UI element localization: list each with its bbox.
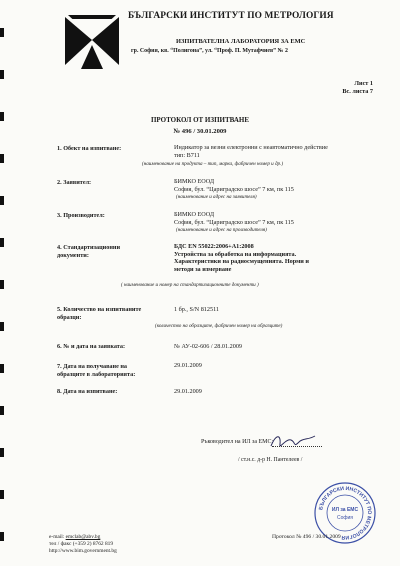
note-applicant: (наименование и адрес на заявителя)	[176, 194, 257, 200]
bim-logo	[63, 13, 121, 71]
stamp-ring-text: БЪЛГАРСКИ ИНСТИТУТ ПО МЕТРОЛОГИЯ	[318, 485, 373, 541]
handwritten-signature	[268, 430, 318, 452]
quantity-label-line2: образци:	[57, 314, 82, 321]
field-label-quantity	[57, 306, 141, 322]
field-value-test-date: 29.01.2009	[174, 388, 202, 395]
field-value-applicant	[174, 178, 294, 193]
footer-phone: тел / факс (+359 2) 8762 819	[49, 541, 114, 548]
applicant-address: София, бул. “Цариградско шосе” 7 км, пк 115	[174, 185, 294, 193]
punch-mark	[0, 196, 4, 205]
email-link[interactable]: emclab@abv.bg	[65, 534, 101, 540]
protocol-number: № 496 / 30.01.2009	[173, 128, 227, 135]
signer-name: / ст.н.с. д-р Н. Пантелеев /	[238, 457, 303, 463]
punch-mark	[0, 280, 4, 289]
signature-role: Ръководител на ИЛ за ЕМС:	[201, 439, 274, 445]
object-name: Индикатор за везни електронни с неавтоматично действие	[174, 144, 328, 151]
stamp-city-text: София	[336, 515, 354, 521]
punch-mark	[0, 154, 4, 163]
field-value-manufacturer	[174, 211, 294, 226]
punch-mark	[0, 532, 4, 541]
field-value-object	[174, 144, 328, 159]
note-manufacturer: (наименование и адрес на производителя)	[176, 227, 267, 233]
received-label-line1: 7. Дата на получаване на	[57, 363, 128, 370]
field-label-applicant: 2. Заявител:	[57, 179, 92, 186]
sheet-info	[342, 80, 373, 96]
field-value-received: 29.01.2009	[174, 362, 202, 369]
punch-mark	[0, 238, 4, 247]
note-standards: ( наименование и номер на стандартизационните документи )	[121, 282, 259, 288]
field-label-request: 6. № и дата на заявката:	[57, 343, 126, 350]
field-label-object: 1. Обект на изпитване:	[57, 145, 122, 152]
footer-contacts	[49, 534, 117, 556]
punch-mark	[0, 322, 4, 331]
sheet-total: Вс. листа 7	[342, 88, 373, 95]
punch-mark	[0, 448, 4, 457]
manufacturer-address: София, бул. “Цариградско шосе” 7 км, пк 115	[174, 218, 294, 226]
svg-text:БЪЛГАРСКИ ИНСТИТУТ ПО МЕТРОЛОГ	[318, 486, 372, 540]
field-label-test-date: 8. Дата на изпитване:	[57, 388, 118, 395]
footer-website[interactable]: http://www.bim.government.bg	[49, 548, 117, 555]
applicant-name: БИМКО ЕООД	[174, 178, 215, 185]
laboratory-name: ИЗПИТВАТЕЛНА ЛАБОРАТОРИЯ ЗА ЕМС	[176, 38, 306, 45]
field-value-standards	[174, 243, 309, 273]
field-label-standards	[57, 244, 120, 260]
punch-mark	[0, 490, 4, 499]
standard-title-line2: Характеристики на радиосмущенията. Норми и	[174, 258, 309, 266]
received-label-line2: образците в лабораторията:	[57, 371, 136, 378]
footer-protocol-ref: Протокол № 496 / 30.01.2009	[272, 534, 341, 540]
note-quantity: (количество на образците, фабричен номер на образците)	[155, 323, 283, 329]
standards-label-line2: документи:	[57, 252, 89, 259]
quantity-label-line1: 5. Количество на изпитваните	[57, 306, 142, 313]
standard-title-line3: методи за измерване	[174, 265, 232, 273]
standard-number: БДС EN 55022:2006+A1:2008	[174, 243, 254, 250]
protocol-title: ПРОТОКОЛ ОТ ИЗПИТВАНЕ	[150, 116, 250, 124]
field-value-quantity: 1 бр., S/N 812511	[174, 306, 220, 313]
field-value-request: № АУ-02-606 / 28.01.2009	[174, 343, 243, 350]
institute-name: БЪЛГАРСКИ ИНСТИТУТ ПО МЕТРОЛОГИЯ	[128, 11, 334, 21]
standards-label-line1: 4. Стандартизационни	[57, 244, 121, 251]
field-label-received	[57, 363, 135, 379]
sheet-number: Лист 1	[354, 80, 373, 87]
punch-mark	[0, 70, 4, 79]
note-object: (наименование на продукта – тип, марка, фабричен номер и др.)	[142, 161, 284, 167]
field-label-manufacturer: 3. Производител:	[57, 212, 105, 219]
punch-mark	[0, 406, 4, 415]
object-type: тип: В711	[174, 151, 200, 159]
punch-mark	[0, 28, 4, 37]
punch-mark	[0, 364, 4, 373]
manufacturer-name: БИМКО ЕООД	[174, 211, 215, 218]
email-label: e-mail:	[49, 534, 66, 540]
standard-title-line1: Устройства за обработка на информацията.	[174, 250, 297, 258]
stamp-center-text: ИЛ за ЕМС	[331, 507, 359, 513]
laboratory-address: гр. София, кв. “Полигона”, ул. “Проф. П. Мутафчиев” № 2	[131, 48, 288, 54]
